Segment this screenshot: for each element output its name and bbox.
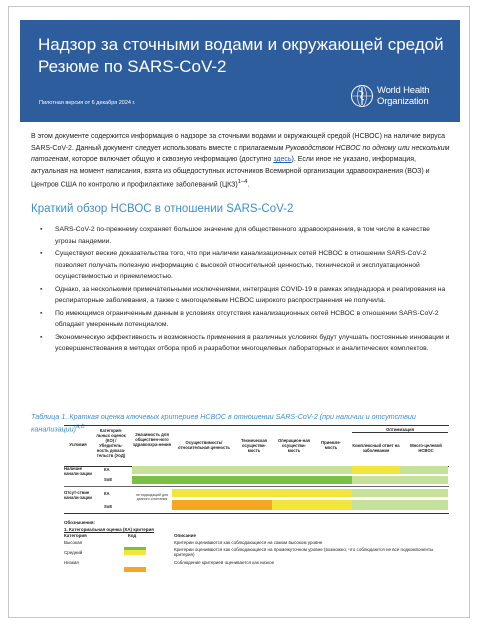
col-value: Значимость для обществен-ного здравоохра-нения [132,432,172,447]
guide-title: Руководством НСВОС по одному или нескольким патогенам [31,144,450,163]
rating-cell [172,500,272,510]
intro-paragraph: В этом документе содержится информация о надзоре за сточными водами и окружающей средой (НСВОС) на наличие вируса SARS-CoV-2. Данный документ следует использовать вместе с прилагаемым Руководством НСВОС по одному или нескольким патогенам, которое включает общую и сквозную информацию (доступно здесь). Если иное не указано, информация, актуальная на момент написания, взята из общедоступных источников Всемирной организации здравоохранения (ВОЗ) и Центров США по контролю и профилактике заболеваний (ЦКЗ)$^{1-4}$. [31,133,450,189]
col-conditions: Условия [69,442,87,447]
col-optimization: Оптимизация [352,427,448,433]
legend-subtitle: 1. Категориальная оценка (КА) критерия [64,527,154,532]
table-header [64,425,449,467]
document-page [8,6,470,618]
intro-text: В этом документе содержится информация о надзоре за сточными водами и окружающей средой (НСВОС) на наличие вируса SARS-CoV-2. Данный документ следует использовать вместе с прилагаемым [31,133,445,152]
row-soe-label: SoE [104,477,113,482]
col-category: Категория-льных оценок (КО) / Убедитель-ность доказа-тельств (УоД) [96,428,126,458]
yellow-swatch [124,550,146,555]
row-soe-label: SoE [104,504,113,509]
legend-row-low: Низкая Соблюдение критериев оценивается как низкое [64,560,449,566]
col-multi: Много-целевой НСВОС [410,443,442,453]
orange-swatch [124,567,146,572]
bullet-item: ▪ По имеющимся ограниченным данным в условиях отсутствия канализационных сетей НСВОС в отношении SARS-CoV-2 обладает умеренным потенциалом. [31,308,451,331]
legend-col-desc: Описание [174,533,197,538]
table-caption: Таблица 1. Краткая оценка ключевых критериев НСВОС в отношении SARS-CoV-2 (при наличии и отсутствии канализации)$^{a,b}$ [31,412,416,434]
bullet-item: ▪ Однако, за несколькими примечательными исключениями, интеграция COVID-19 в рамках эпиднадзора и реагирования на респираторные заболевания, а также с многоцелевым НСВОС широкого распространения не получила. [31,284,451,307]
section-heading: Краткий обзор НСВОС в отношении SARS-CoV-2 [31,203,294,215]
who-name-line1: World Health [377,85,430,96]
row-divider [64,486,449,487]
title-banner [20,20,460,122]
col-operational: Операцион-ная осуществи-мость [278,438,310,453]
rating-cell [352,476,448,484]
row-ca-label: КА [104,491,110,496]
bullet-item: ▪ Экономическую эффективность и возможность применения в различных условиях будут улучшать постоянные инновации и усовершенствования в методах отбора проб и разработки многоцелевых лабораторных и аналитических комплектов. [31,332,451,355]
legend-title: Обозначения: [64,520,96,525]
who-emblem-icon [350,84,374,108]
summary-bullets [31,224,451,356]
rating-cell [272,500,352,510]
rating-cell [352,489,448,497]
rating-cell [400,466,448,474]
rating-cell [132,466,352,474]
legend-col-category: Категория [64,533,87,538]
row-label-nonsewered: Отсут-ствие канали-зации [64,490,92,500]
rating-cell [352,500,448,510]
col-relative: Осуществимость/ относительная ценность [178,440,230,450]
bullet-item: ▪ Существуют веские доказательства того, что при наличии канализационных сетей НСВОС в отношении SARS-CoV-2 позволяет получать полезную информацию с высокой относительной ценностью, технической и эксплуатационной осуществимостью и приемлемостью. [31,248,451,283]
document-title: Надзор за сточными водами и окружающей средой [38,35,444,54]
row-ca-label: КА [104,467,110,472]
col-technical: Техническая осуществи-мость [241,438,267,453]
who-logo [350,84,456,114]
legend-col-code: Код [128,533,137,538]
table-bottom-rule [64,513,449,514]
legend-row-medium: Средний Критерии оцениваются как соблюдающиеся на промежуточном уровне (возможно, что соблюдаются не все подкомпоненты критерия) [64,547,434,557]
document-subtitle: Резюме по SARS-CoV-2 [38,57,227,76]
here-link[interactable]: здесь [273,156,292,163]
intro-text-end: ). Если иное не указано, информация, актуальная на момент написания, взята из общедоступных источников Всемирной организации здравоохранения (ВОЗ) и Центров США по контролю и профилактике заболеваний (ЦКЗ) [31,156,430,189]
citation-ref: 1–4 [237,179,248,185]
rating-cell [352,466,400,474]
row-label-sewered: Наличие канали-зации [64,466,92,476]
rating-cell [132,476,352,484]
bullet-item: ▪ SARS-CoV-2 по-прежнему сохраняет большое значение для общественного здравоохранения, в том числе в качестве угрозы пандемии. [31,224,451,247]
col-complex: Комплексный ответ на заболевание [352,443,400,453]
na-note: не подходящий для данного сочетания [136,493,168,501]
who-name-line2: Organization [377,96,429,107]
rating-cell [172,489,352,497]
pilot-version-note: Пилотная версия от 6 декабря 2024 г. [39,100,136,106]
intro-text-cont: , которое включает общую и сквозную информацию (доступно [68,156,272,163]
legend-row-high: Высокая Критерии оцениваются как соблюдающиеся на самом высоком уровне [64,540,449,546]
col-acceptability: Приемле-мость [321,440,341,450]
criteria-table [64,425,449,517]
